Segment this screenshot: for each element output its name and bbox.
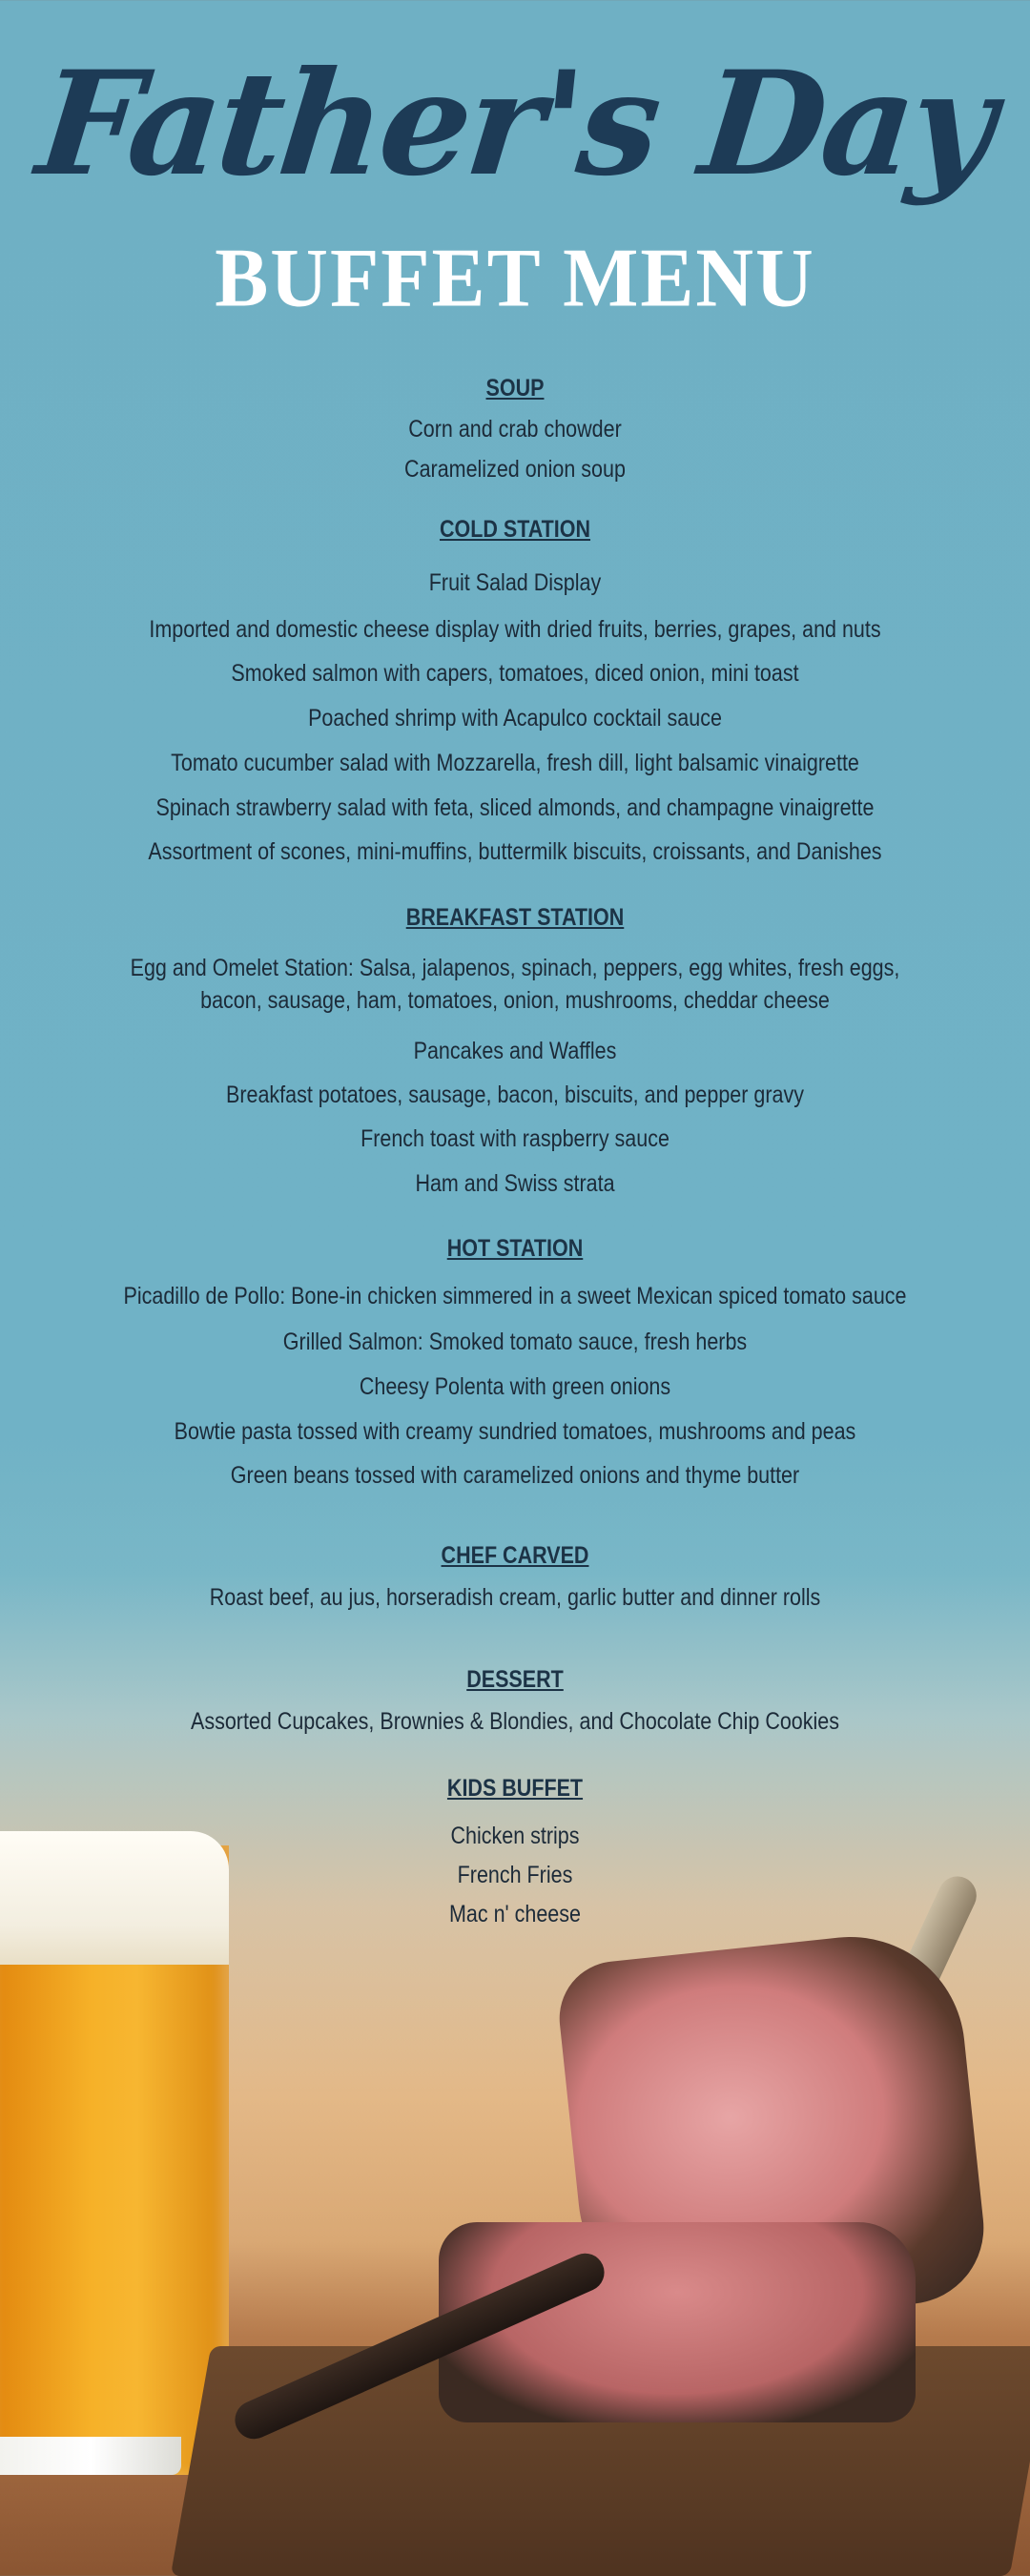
menu-item: Smoked salmon with capers, tomatoes, diced onion, mini toast <box>231 660 799 687</box>
menu-item: Poached shrimp with Acapulco cocktail sauce <box>308 705 722 732</box>
menu-item: Bowtie pasta tossed with creamy sundried tomatoes, mushrooms and peas <box>174 1418 856 1445</box>
section-heading-chef-carved: CHEF CARVED <box>441 1542 589 1569</box>
section-heading-dessert: DESSERT <box>466 1666 564 1693</box>
menu-item: Fruit Salad Display <box>428 569 602 596</box>
menu-item: Chicken strips <box>450 1823 580 1849</box>
section-heading-cold-station: COLD STATION <box>439 516 591 543</box>
menu-item: Grilled Salmon: Smoked tomato sauce, fresh herbs <box>282 1329 748 1355</box>
menu-item: Caramelized onion soup <box>404 456 626 483</box>
title-subtitle: BUFFET MENU <box>215 231 815 325</box>
glass-base-image <box>0 2437 181 2475</box>
menu-item: Roast beef, au jus, horseradish cream, garlic butter and dinner rolls <box>209 1584 821 1611</box>
menu-item: Mac n' cheese <box>449 1901 581 1927</box>
menu-item: Tomato cucumber salad with Mozzarella, fresh dill, light balsamic vinaigrette <box>171 750 859 776</box>
title-script: Father's Day <box>31 40 999 208</box>
menu-item: Assortment of scones, mini-muffins, buttermilk biscuits, croissants, and Danishes <box>148 838 882 865</box>
menu-item: Spinach strawberry salad with feta, sliced almonds, and champagne vinaigrette <box>155 794 875 821</box>
menu-item: Cheesy Polenta with green onions <box>359 1373 671 1400</box>
menu-item: Breakfast potatoes, sausage, bacon, biscuits, and pepper gravy <box>226 1082 804 1108</box>
menu-item: Pancakes and Waffles <box>413 1038 617 1064</box>
menu-item: Green beans tossed with caramelized onions and thyme butter <box>230 1462 800 1489</box>
menu-item: Egg and Omelet Station: Salsa, jalapenos, spinach, peppers, egg whites, fresh eggs, bacon, sausage, ham, tomatoes, onion, mushrooms, cheddar cheese <box>130 955 900 1014</box>
menu-item: Corn and crab chowder <box>408 416 622 443</box>
section-heading-kids-buffet: KIDS BUFFET <box>446 1775 584 1802</box>
menu-item: Ham and Swiss strata <box>415 1170 615 1197</box>
menu-item: French Fries <box>457 1862 573 1888</box>
menu-item: Assorted Cupcakes, Brownies & Blondies, and Chocolate Chip Cookies <box>190 1708 839 1735</box>
menu-item: Picadillo de Pollo: Bone-in chicken simmered in a sweet Mexican spiced tomato sauce <box>123 1283 907 1309</box>
menu-item: French toast with raspberry sauce <box>360 1125 670 1152</box>
menu-item: Imported and domestic cheese display with dried fruits, berries, grapes, and nuts <box>149 616 881 643</box>
section-heading-soup: SOUP <box>485 375 545 402</box>
section-heading-hot-station: HOT STATION <box>446 1235 584 1262</box>
section-heading-breakfast-station: BREAKFAST STATION <box>405 904 625 931</box>
